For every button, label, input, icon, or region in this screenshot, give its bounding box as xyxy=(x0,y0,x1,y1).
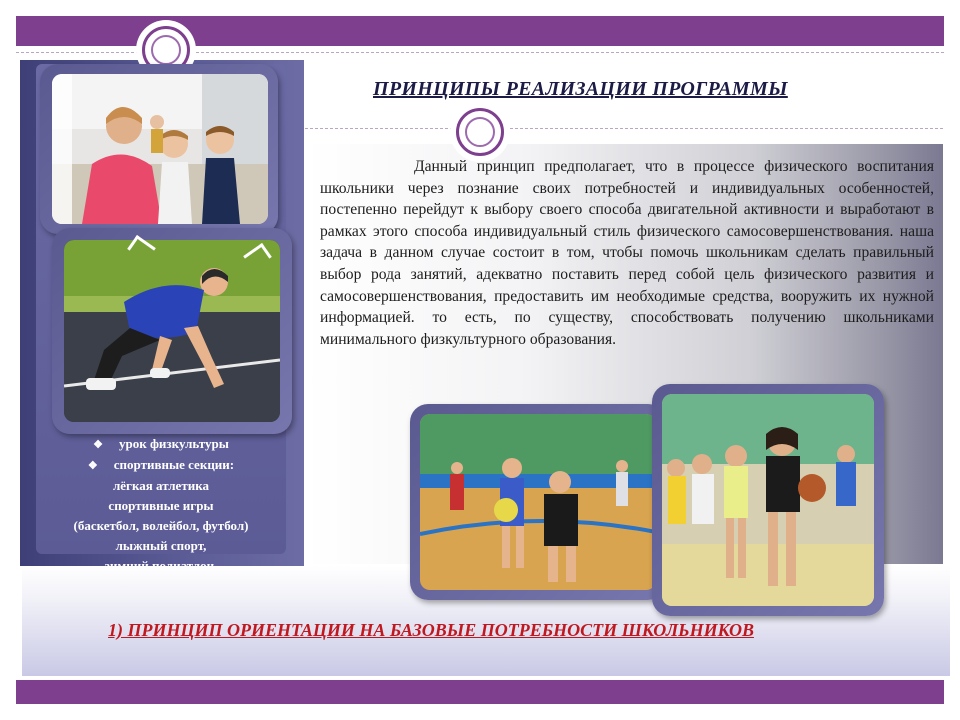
list-item: ❖ урок физкультуры xyxy=(93,436,229,451)
principle-heading: 1) ПРИНЦИП ОРИЕНТАЦИИ НА БАЗОВЫЕ ПОТРЕБНОСТИ ШКОЛЬНИКОВ xyxy=(108,620,754,640)
list-line: спортивные игры xyxy=(108,498,214,513)
diamond-bullet-icon: ❖ xyxy=(93,439,103,451)
photo-teacher-children xyxy=(52,74,268,224)
photo-frame-basketball xyxy=(652,384,884,616)
bottom-band xyxy=(16,680,944,704)
title-divider xyxy=(305,128,943,129)
page-title: ПРИНЦИПЫ РЕАЛИЗАЦИИ ПРОГРАММЫ xyxy=(373,78,788,100)
list-line: лыжный спорт, xyxy=(115,538,207,553)
photo-frame-football xyxy=(410,404,666,600)
principle-description: Данный принцип предполагает, что в процессе физического воспитания школьники через познание своих потребностей и индивидуальных особенностей, постепенно перейдут к выбору своего способа двигательной активности и выработают в рамках этого способа индивидуальный стиль физического самосовершенствования. наша задача в данном случае состоит в том, чтобы помочь школьникам сделать правильный выбор рода занятий, адекватно поставить перед собой цель физического развития и самосовершенствования, предоставить им необходимые средства, вооружить их нужной информацией. то есть, по существу, способствовать получению школьниками минимального физкультурного образования. xyxy=(320,158,934,348)
list-line: лёгкая атлетика xyxy=(112,478,209,493)
photo-runner-start xyxy=(64,240,280,422)
circle-ornament-middle xyxy=(456,108,504,156)
photo-girls-basketball xyxy=(662,394,874,606)
list-line: (баскетбол, волейбол, футбол) xyxy=(73,518,249,533)
photo-kids-football xyxy=(420,414,656,590)
diamond-bullet-icon: ❖ xyxy=(87,460,98,472)
photo-frame-teacher xyxy=(40,64,278,234)
list-item: ❖ спортивные секции: xyxy=(87,457,235,472)
